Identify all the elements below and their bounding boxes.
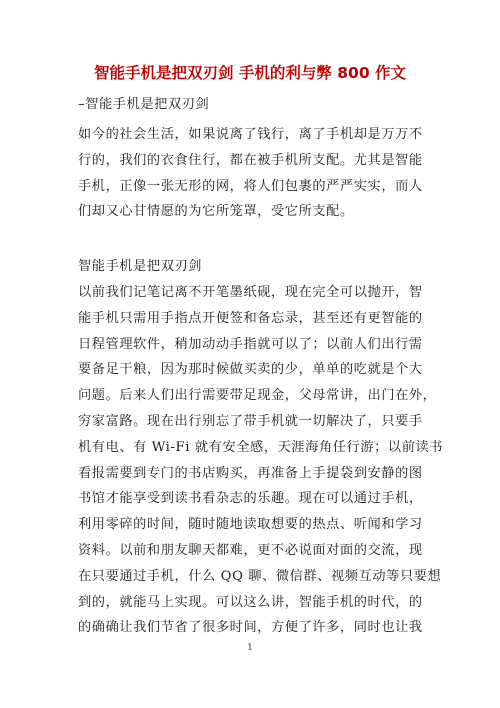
paragraph-line: 看报需要到专门的书店购买，再准备上手提袋到安静的图 xyxy=(78,465,423,481)
paragraph-line: 书馆才能享受到读书看杂志的乐趣。现在可以通过手机， xyxy=(78,491,423,507)
paragraph-line: 如今的社会生活，如果说离了钱行，离了手机却是万万不 xyxy=(78,127,423,142)
paragraph-line: 到的，就能马上实现。可以这么讲，智能手机的时代，的 xyxy=(78,594,423,610)
body-paragraph xyxy=(78,280,444,641)
paragraph-line: 手机，正像一张无形的网，将人们包裹的严严实实，而人 xyxy=(78,178,423,194)
paragraph-line: 们却又心甘情愿的为它所笼罩，受它所支配。 xyxy=(78,204,354,220)
paragraph-line: 穷家富路。现在出行别忘了带手机就一切解决了，只要手 xyxy=(78,413,423,429)
section-heading: 智能手机是把双刃剑 xyxy=(78,259,203,274)
document-title: 智能手机是把双刃剑 手机的利与弊 800 作文 xyxy=(93,64,407,82)
paragraph-line: 问题。后来人们出行需要带足现金，父母常讲，出门在外， xyxy=(78,388,437,404)
paragraph-line: 日程管理软件，稍加动动手指就可以了；以前人们出行需 xyxy=(78,336,423,352)
intro-paragraph xyxy=(78,122,428,225)
paragraph-line: 在只要通过手机，什么 QQ 聊、微信群、视频互动等只要想 xyxy=(78,568,442,584)
paragraph-line: 要备足干粮，因为那时候做买卖的少，单单的吃就是个大 xyxy=(78,362,423,378)
paragraph-line: 行的，我们的衣食住行，都在被手机所支配。尤其是智能 xyxy=(78,152,423,168)
paragraph-line: 资料。以前和朋友聊天都难，更不必说面对面的交流，现 xyxy=(78,542,423,558)
paragraph-line: 利用零碎的时间，随时随地读取想要的热点、听闻和学习 xyxy=(78,517,423,533)
page-number: 1 xyxy=(247,643,253,653)
intro-heading: –智能手机是把双刃剑 xyxy=(78,97,210,112)
paragraph-line: 的确确让我们节省了很多时间，方便了许多，同时也让我 xyxy=(78,620,423,636)
paragraph-line: 机有电、有 Wi-Fi 就有安全感，天涯海角任行游；以前读书 xyxy=(78,439,444,455)
paragraph-line: 以前我们记笔记离不开笔墨纸砚，现在完全可以抛开，智 xyxy=(78,285,423,300)
paragraph-line: 能手机只需用手指点开便签和备忘录，甚至还有更智能的 xyxy=(78,310,423,326)
